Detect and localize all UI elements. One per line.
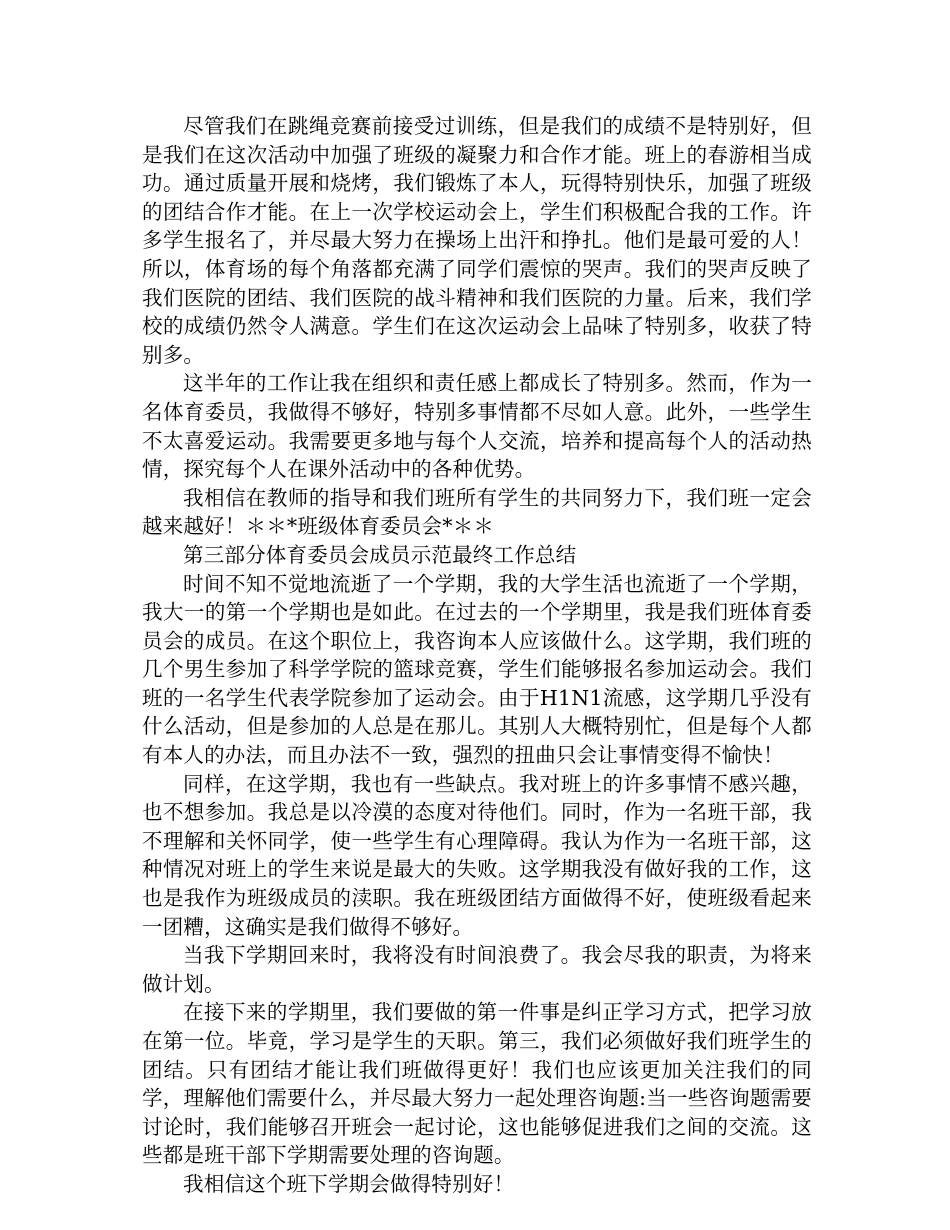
- paragraph-3: 我相信在教师的指导和我们班所有学生的共同努力下，我们班一定会越来越好！＊＊*班级体育委员会*＊＊: [142, 485, 812, 539]
- paragraph-5: 时间不知不觉地流逝了一个学期，我的大学生活也流逝了一个学期，我大一的第一个学期也是如此。在过去的一个学期里，我是我们班体育委员会的成员。在这个职位上，我咨询本人应该做什么。这学期，我们班的几个男生参加了科学学院的篮球竞赛，学生们能够报名参加运动会。我们班的一名学生代表学院参加了运动会。由于H1N1流感，这学期几乎没有什么活动，但是参加的人总是在那儿。其别人大概特别忙，但是每个人都有本人的办法，而且办法不一致，强烈的扭曲只会让事情变得不愉快！: [142, 571, 812, 768]
- paragraph-9: 我相信这个班下学期会做得特别好！: [183, 1171, 515, 1196]
- paragraph-7: 当我下学期回来时，我将没有时间浪费了。我会尽我的职责，为将来做计划。: [142, 943, 812, 996]
- document-body: [142, 112, 812, 1199]
- paragraph-8: 在接下来的学期里，我们要做的第一件事是纠正学习方式，把学习放在第一位。毕竟，学习是学生的天职。第三，我们必须做好我们班学生的团结。只有团结才能让我们班做得更好！我们也应该更加关注我们的同学，理解他们需要什么，并尽最大努力一起处理咨询题:当一些咨询题需要讨论时，我们能够召开班会一起讨论，这也能够促进我们之间的交流。这些都是班干部下学期需要处理的咨询题。: [142, 1000, 812, 1168]
- paragraph-1: 尽管我们在跳绳竞赛前接受过训练，但是我们的成绩不是特别好，但是我们在这次活动中加强了班级的凝聚力和合作才能。班上的春游相当成功。通过质量开展和烧烤，我们锻炼了本人，玩得特别快乐，加强了班级的团结合作才能。在上一次学校运动会上，学生们积极配合我的工作。许多学生报名了，并尽最大努力在操场上出汗和挣扎。他们是最可爱的人！所以，体育场的每个角落都充满了同学们震惊的哭声。我们的哭声反映了我们医院的团结、我们医院的战斗精神和我们医院的力量。后来，我们学校的成绩仍然令人满意。学生们在这次运动会上品味了特别多，收获了特别多。: [142, 114, 812, 367]
- paragraph-6: 同样，在这学期，我也有一些缺点。我对班上的许多事情不感兴趣，也不想参加。我总是以冷漠的态度对待他们。同时，作为一名班干部，我不理解和关怀同学，使一些学生有心理障碍。我认为作为一名班干部，这种情况对班上的学生来说是最大的失败。这学期我没有做好我的工作，这也是我作为班级成员的渎职。我在班级团结方面做得不好，使班级看起来一团糟，这确实是我们做得不够好。: [142, 771, 812, 939]
- section-heading: 第三部分体育委员会成员示范最终工作总结: [183, 542, 577, 567]
- paragraph-2: 这半年的工作让我在组织和责任感上都成长了特别多。然而，作为一名体育委员，我做得不够好，特别多事情都不尽如人意。此外，一些学生不太喜爱运动。我需要更多地与每个人交流，培养和提高每个人的活动热情，探究每个人在课外活动中的各种优势。: [142, 371, 812, 482]
